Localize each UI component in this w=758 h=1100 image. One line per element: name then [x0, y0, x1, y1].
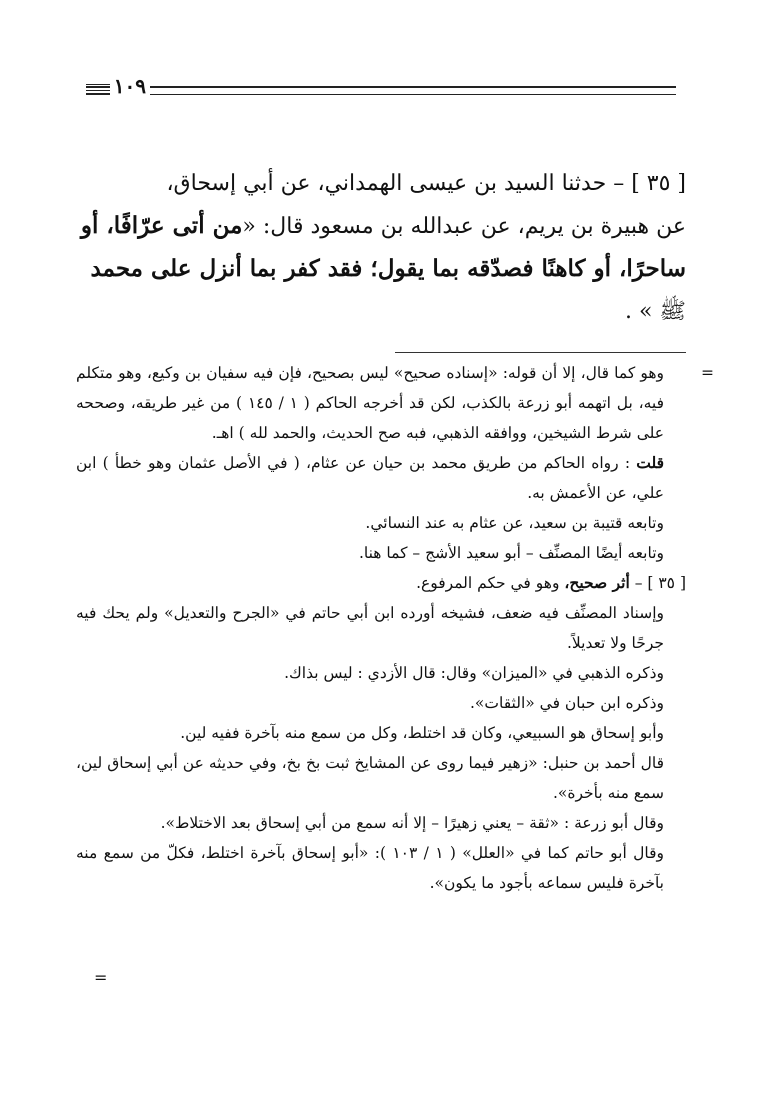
footnote-paragraph: وتابعه أيضًا المصنِّف – أبو سعيد الأشج – كما هنا.: [358, 544, 664, 562]
hadith-line: ﷺ » .: [624, 299, 686, 324]
page-number: ١٠٩: [110, 74, 150, 98]
footnote-paragraph: قلت : رواه الحاكم من طريق محمد بن حيان عن عثام، ( في الأصل عثمان وهو خطأ ) ابن علي، عن الأعمش به.: [76, 453, 664, 502]
footnote-paragraph: قال أحمد بن حنبل: «زهير فيما روى عن المشايخ ثبت بخ بخ، وفي حديثه عن أبي إسحاق لين، سمع منه بأخرة».: [76, 754, 664, 802]
hadith-text: [76, 163, 686, 333]
hadith-line: [ ٣٥ ] – حدثنا السيد بن عيسى الهمداني، عن أبي إسحاق،: [166, 171, 686, 196]
hadith-line: ساحرًا، أو كاهنًا فصدّقه بما يقول؛ فقد كفر بما أنزل على محمد: [90, 255, 686, 282]
footnote-paragraph: وتابعه قتيبة بن سعيد، عن عثام به عند النسائي.: [365, 514, 664, 532]
header-rule: [86, 86, 676, 95]
footnote-paragraph: [ ٣٥ ] – أثر صحيح، وهو في حكم المرفوع.: [416, 573, 686, 592]
footnote-paragraph: وأبو إسحاق هو السبيعي، وكان قد اختلط، وكل من سمع منه بآخرة ففيه لين.: [180, 724, 664, 742]
header-ornament: [86, 84, 112, 96]
continuation-mark: =: [94, 968, 108, 987]
page-header: [86, 74, 676, 104]
footnote-paragraph: وقال أبو حاتم كما في «العلل» ( ١ / ١٠٣ ): «أبو إسحاق بآخرة اختلط، فكلّ من سمع منه بآخرة فليس سماعه بأجود ما يكون».: [76, 844, 664, 892]
footnotes: [76, 358, 714, 898]
footnote-paragraph: وذكره الذهبي في «الميزان» وقال: قال الأزدي : ليس بذاك.: [284, 664, 664, 682]
footnote-paragraph: = وهو كما قال، إلا أن قوله: «إسناده صحيح» ليس بصحيح، فإن فيه سفيان بن وكيع، وهو متكلم فيه، بل اتهمه أبو زرعة بالكذب، لكن قد أخرجه الحاكم ( ١ / ١٤٥ ) من غير طريقه، وصححه على شرط الشيخين، ووافقه الذهبي، فبه صح الحديث، والحمد لله ) اهـ.: [76, 358, 686, 448]
footnote-paragraph: وإسناد المصنِّف فيه ضعف، فشيخه أورده ابن أبي حاتم في «الجرح والتعديل» ولم يحك فيه جرحًا ولا تعديلاً.: [76, 604, 664, 652]
hadith-line: عن هبيرة بن يريم، عن عبدالله بن مسعود قال: «من أتى عرّافًا، أو: [80, 212, 686, 239]
footnote-divider: [395, 352, 686, 353]
footnote-paragraph: وذكره ابن حبان في «الثقات».: [469, 694, 664, 712]
continuation-mark: =: [701, 364, 714, 382]
footnote-paragraph: وقال أبو زرعة : «ثقة – يعني زهيرًا – إلا أنه سمع من أبي إسحاق بعد الاختلاط».: [160, 814, 664, 832]
